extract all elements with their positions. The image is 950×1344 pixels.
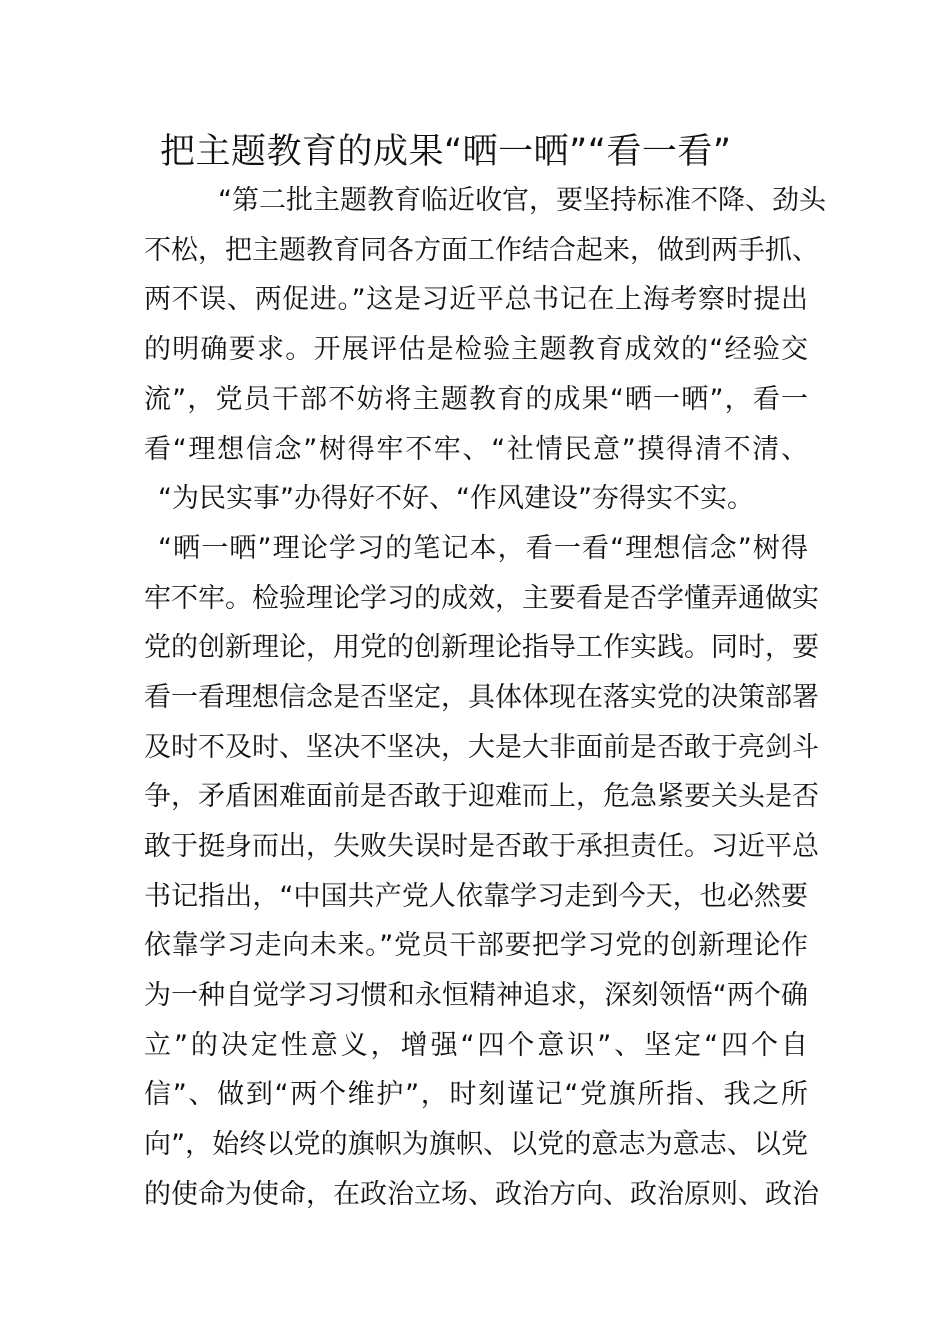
paragraph-line: 书记指出，“中国共产党人依靠学习走到今天，也必然要 [144,881,808,912]
paragraph-line: 为一种自觉学习习惯和永恒精神追求，深刻领悟“两个确 [144,980,808,1011]
paragraph-line: 信”、做到“两个维护”，时刻谨记“党旗所指、我之所 [144,1079,808,1110]
paragraph-line: 向”，始终以党的旗帜为旗帜、以党的意志为意志、以党 [144,1129,808,1160]
paragraph-line: 流”，党员干部不妨将主题教育的成果“晒一晒”，看一 [144,384,808,415]
paragraph-line: 及时不及时、坚决不坚决，大是大非面前是否敢于亮剑斗 [144,732,819,763]
paragraph-line: “第二批主题教育临近收官，要坚持标准不降、劲头 [218,185,826,216]
paragraph-line: 看“理想信念”树得牢不牢、“社情民意”摸得清不清、 [144,434,808,465]
paragraph-line: 党的创新理论，用党的创新理论指导工作实践。同时，要 [144,632,819,663]
paragraph-line: 不松，把主题教育同各方面工作结合起来，做到两手抓、 [144,235,819,266]
paragraph-line: “晒一晒”理论学习的笔记本，看一看“理想信念”树得 [158,533,808,564]
paragraph-line: 看一看理想信念是否坚定，具体体现在落实党的决策部署 [144,682,819,713]
paragraph-line: 牢不牢。检验理论学习的成效，主要看是否学懂弄通做实 [144,583,819,614]
paragraph-line: 敢于挺身而出，失败失误时是否敢于承担责任。习近平总 [144,831,819,862]
paragraph-line: 依靠学习走向未来。”党员干部要把学习党的创新理论作 [144,930,808,961]
paragraph-line: “为民实事”办得好不好、“作风建设”夯得实不实。 [158,483,754,514]
paragraph-line: 争，矛盾困难面前是否敢于迎难而上，危急紧要关头是否 [144,781,819,812]
paragraph-line: 的使命为使命，在政治立场、政治方向、政治原则、政治 [144,1179,819,1210]
paragraph-line: 两不误、两促进。”这是习近平总书记在上海考察时提出 [144,284,808,315]
paragraph-line: 立”的决定性意义，增强“四个意识”、坚定“四个自 [144,1030,808,1061]
document-title: 把主题教育的成果“晒一晒”“看一看” [160,132,732,172]
paragraph-line: 的明确要求。开展评估是检验主题教育成效的“经验交 [144,334,808,365]
